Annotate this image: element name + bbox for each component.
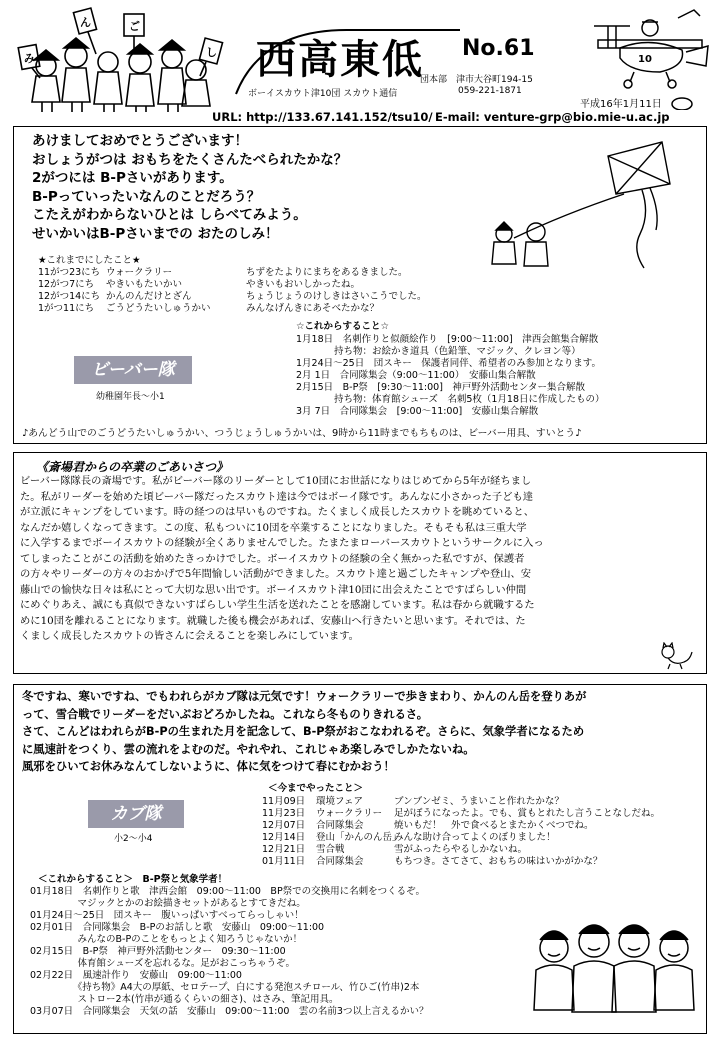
airplane-number: 10 xyxy=(638,54,652,65)
website-url[interactable]: URL: http://133.67.141.152/tsu10/ xyxy=(212,110,433,124)
intro-line: に風速計をつくり、雲の流れをよむのだ。やれやれ、これじゃあ楽しみでしかたないね。 xyxy=(22,742,475,756)
svg-text:み: み xyxy=(24,52,35,65)
paragraph-line: てしまったことがこの活動を始めたきっかけでした。ボーイスカウトの経験の全く無かった私ですが、保護者 xyxy=(20,552,525,565)
svg-text:ご: ご xyxy=(129,20,140,33)
paragraph-line: ビーバー隊隊長の斎場です。私がビーバー隊のリーダーとして10団にお世話になりはじめてから5年が経ちまし xyxy=(20,475,532,487)
kite-flying-illustration xyxy=(474,134,700,270)
cub-future-heading: ＜これからすること＞ B-P祭と気象学者！ xyxy=(38,874,228,885)
intro-line: 冬ですね、寒いですね、でもわれらがカブ隊は元気です！ウォークラリーで歩きまわり、かんのん岳を登りあが xyxy=(22,690,587,703)
greeting-line: 2がつには B-Pさいがあります。 xyxy=(32,170,233,186)
svg-text:し: し xyxy=(206,46,217,59)
cub-scouts-illustration xyxy=(526,914,702,1014)
list-item: 持ち物：体育館シューズ 名刺5枚（1月18日に作成したもの） xyxy=(296,394,605,405)
cub-past-heading: ＜今までやったこと＞ xyxy=(268,783,364,794)
greeting-line: B-Pっていったいなんのことだろう？ xyxy=(32,188,261,205)
list-item: 2月 1日 合同隊集会（9:00～11:00） 安藤山集合解散 xyxy=(296,370,536,381)
greeting-line: せいかいはB-Pさいまでの おたのしみ！ xyxy=(32,225,279,242)
list-item: 《持ち物》A4大の厚紙、セロテープ、白にする発泡スチロール、竹ひご(竹串)2本 xyxy=(30,982,420,993)
paragraph-line: めに10団を離れることになります。就職した後も機会があれば、安藤山へ行きたいと思います。それでは、た xyxy=(20,614,526,627)
farewell-body xyxy=(20,474,544,645)
list-item: 体育館シューズを忘れるな。足がおこっちゃうぞ。 xyxy=(30,958,295,969)
hq-phone: 059-221-1871 xyxy=(458,86,522,96)
greeting-line: こたえがわからないひとは しらべてみよう。 xyxy=(32,207,307,223)
beaver-future-heading: ☆これからすること☆ xyxy=(296,321,390,332)
svg-text:ん: ん xyxy=(80,16,91,29)
hq-label: 団本部 xyxy=(420,75,448,85)
cat-icon xyxy=(656,642,696,670)
paragraph-line: 藤山での愉快な日々は私にとって大切な思い出です。ボーイスカウト津10団に出会えたことですばらしい仲間 xyxy=(20,583,527,596)
greeting-line: あけましておめでとうございます！ xyxy=(32,133,248,149)
list-item: 11月09日 環境フェア ブンブンゼミ、うまいこと作れたかな？ xyxy=(262,796,564,807)
cub-future-list xyxy=(30,886,428,1018)
list-item: 2月15日 B-P祭 [9:30～11:00] 神戸野外活動センター集合解散 xyxy=(296,382,586,393)
paragraph-line: た。私がリーダーを始めた頃ビーバー隊だったスカウト達は今ではボーイ隊です。あんなに小さかった子ども達 xyxy=(20,490,534,503)
list-item: 持ち物：お絵かき道具（色鉛筆、マジック、クレヨン等） xyxy=(296,346,581,357)
list-item: 11がつ23にち ウォークラリー ちずをたよりにまちをあるきました。 xyxy=(38,267,408,278)
paragraph-line: の方々やリーダーの方々のおかげで5年間愉しい活動ができました。スカウト達と過ごしたキャンプや登山、安 xyxy=(20,568,532,580)
newsletter-title: 西高東低 xyxy=(256,36,424,83)
intro-line: って、雪合戦でリーダーをだいぶおどろかしたね。これなら冬ものりきれるさ。 xyxy=(22,707,429,721)
cub-section-label: カブ隊 xyxy=(88,800,184,828)
beaver-future-list xyxy=(296,334,605,418)
list-item: 12月21日 雪合戦 雪がふったらやるしかないね。 xyxy=(262,844,528,855)
list-item: 01月24日～25日 団スキー 腹いっぱいすべってらっしゃい！ xyxy=(30,910,304,921)
cub-past-list xyxy=(262,796,660,868)
intro-line: さて、こんどはわれらがB-Pの生まれた月を記念して、B-P祭がおこなわれるぞ。さらに、気象学者になるため xyxy=(22,725,585,738)
farewell-heading: 《斎場君からの卒業のごあいさつ》 xyxy=(36,460,229,474)
beaver-section-label: ビーバー隊 xyxy=(74,356,192,384)
beaver-greeting xyxy=(32,132,347,243)
contact-email[interactable]: E-mail: venture-grp@bio.mie-u.ac.jp xyxy=(435,110,670,124)
list-item: 1月24日～25日 団スキー 保護者同伴、希望者のみ参加となります。 xyxy=(296,358,601,369)
issue-number: No.61 xyxy=(462,36,535,61)
scouts-group-illustration xyxy=(16,6,224,114)
newsletter-subtitle: ボーイスカウト津10団 スカウト通信 xyxy=(248,89,398,99)
greeting-line: おしょうがつは おもちをたくさんたべられたかな？ xyxy=(32,151,348,168)
list-item: 1がつ11にち ごうどうたいしゅうかい みんなげんきにあそべたかな？ xyxy=(38,303,380,314)
list-item: 01月18日 名刺作りと歌 津西会館 09:00～11:00 BP祭での交換用に名刺をつくるぞ。 xyxy=(30,886,425,897)
beaver-past-list xyxy=(38,267,427,315)
airplane-illustration xyxy=(590,6,716,110)
cub-age-range: 小2～小4 xyxy=(114,834,153,844)
list-item: 12月07日 合同隊集会 焼いもだ！ 外で食べるとまたかくべつでね。 xyxy=(262,820,594,831)
list-item: 11月23日 ウォークラリー 足がぼうになったよ。でも、賞もとれたし言うことなしだね。 xyxy=(262,808,661,819)
beaver-age-range: 幼稚園年長～小1 xyxy=(96,392,165,402)
paragraph-line: なんだか嬉しくなってきます。この度、私もついに10団を卒業することになりました。そもそも私は三重大学 xyxy=(20,521,527,534)
list-item: 12月14日 登山「かんのん岳」 みんな助け合ってよくのぼりました！ xyxy=(262,832,556,843)
list-item: 01月11日 合同隊集会 もちつき。さてさて、おもちの味はいかがかな？ xyxy=(262,856,603,867)
beaver-footnote: ♪あんどう山でのごうどうたいしゅうかい、つうじょうしゅうかいは、9時から11時までもちものは、ビーバー用具、すいとう♪ xyxy=(22,428,582,439)
beaver-past-heading: ★これまでにしたこと★ xyxy=(38,255,141,266)
paragraph-line: くましく成長したスカウトの皆さんに会えることを楽しみにしています。 xyxy=(20,630,359,642)
paragraph-line: にめぐりあえ、誠にも真似できないすばらしい学生生活を送れたことを感謝しています。私は春から就職するた xyxy=(20,599,535,611)
cub-intro xyxy=(22,688,586,776)
list-item: 02月01日 合同隊集会 B-Pのお話しと歌 安藤山 09:00～11:00 xyxy=(30,922,325,933)
list-item: 02月15日 B-P祭 神戸野外活動センター 09:30～11:00 xyxy=(30,946,286,957)
list-item: マジックとかのお絵描きセットがあるとすてきだね。 xyxy=(30,898,306,909)
list-item: 3月 7日 合同隊集会 [9:00～11:00] 安藤山集合解散 xyxy=(296,406,539,417)
list-item: 1月18日 名刺作りと似顔絵作り [9:00～11:00] 津西会館集合解散 xyxy=(296,334,599,345)
issue-date: 平成16年1月11日 xyxy=(580,99,662,110)
list-item: ストロー2本(竹串が通るくらいの細さ)、はさみ、筆記用具。 xyxy=(30,994,339,1005)
list-item: みんなのB-Pのことをもっとよく知ろうじゃないか！ xyxy=(30,934,303,945)
list-item: 12がつ7にち やきいもたいかい やきいもおいしかったね。 xyxy=(38,279,361,290)
intro-line: 風邪をひいてお休みなんてしないように、体に気をつけて春にむかおう！ xyxy=(22,760,395,773)
list-item: 03月07日 合同隊集会 天気の話 安藤山 09:00～11:00 雲の名前3つ以上言えるかい？ xyxy=(30,1006,429,1017)
list-item: 02月22日 風速計作り 安藤山 09:00～11:00 xyxy=(30,970,242,981)
paragraph-line: に入学するまでボーイスカウトの経験が全くありませんでした。たまたまローバースカウトというサークルに入っ xyxy=(20,537,544,549)
list-item: 12がつ14にち かんのんだけとざん ちょうじょうのけしきはさいこうでした。 xyxy=(38,291,427,302)
paragraph-line: が立派にキャンプをしています。時の経つのは早いものですね。たくましく成長したスカウトを眺めていると、 xyxy=(20,506,535,518)
hq-address: 津市大谷町194-15 xyxy=(456,75,533,85)
